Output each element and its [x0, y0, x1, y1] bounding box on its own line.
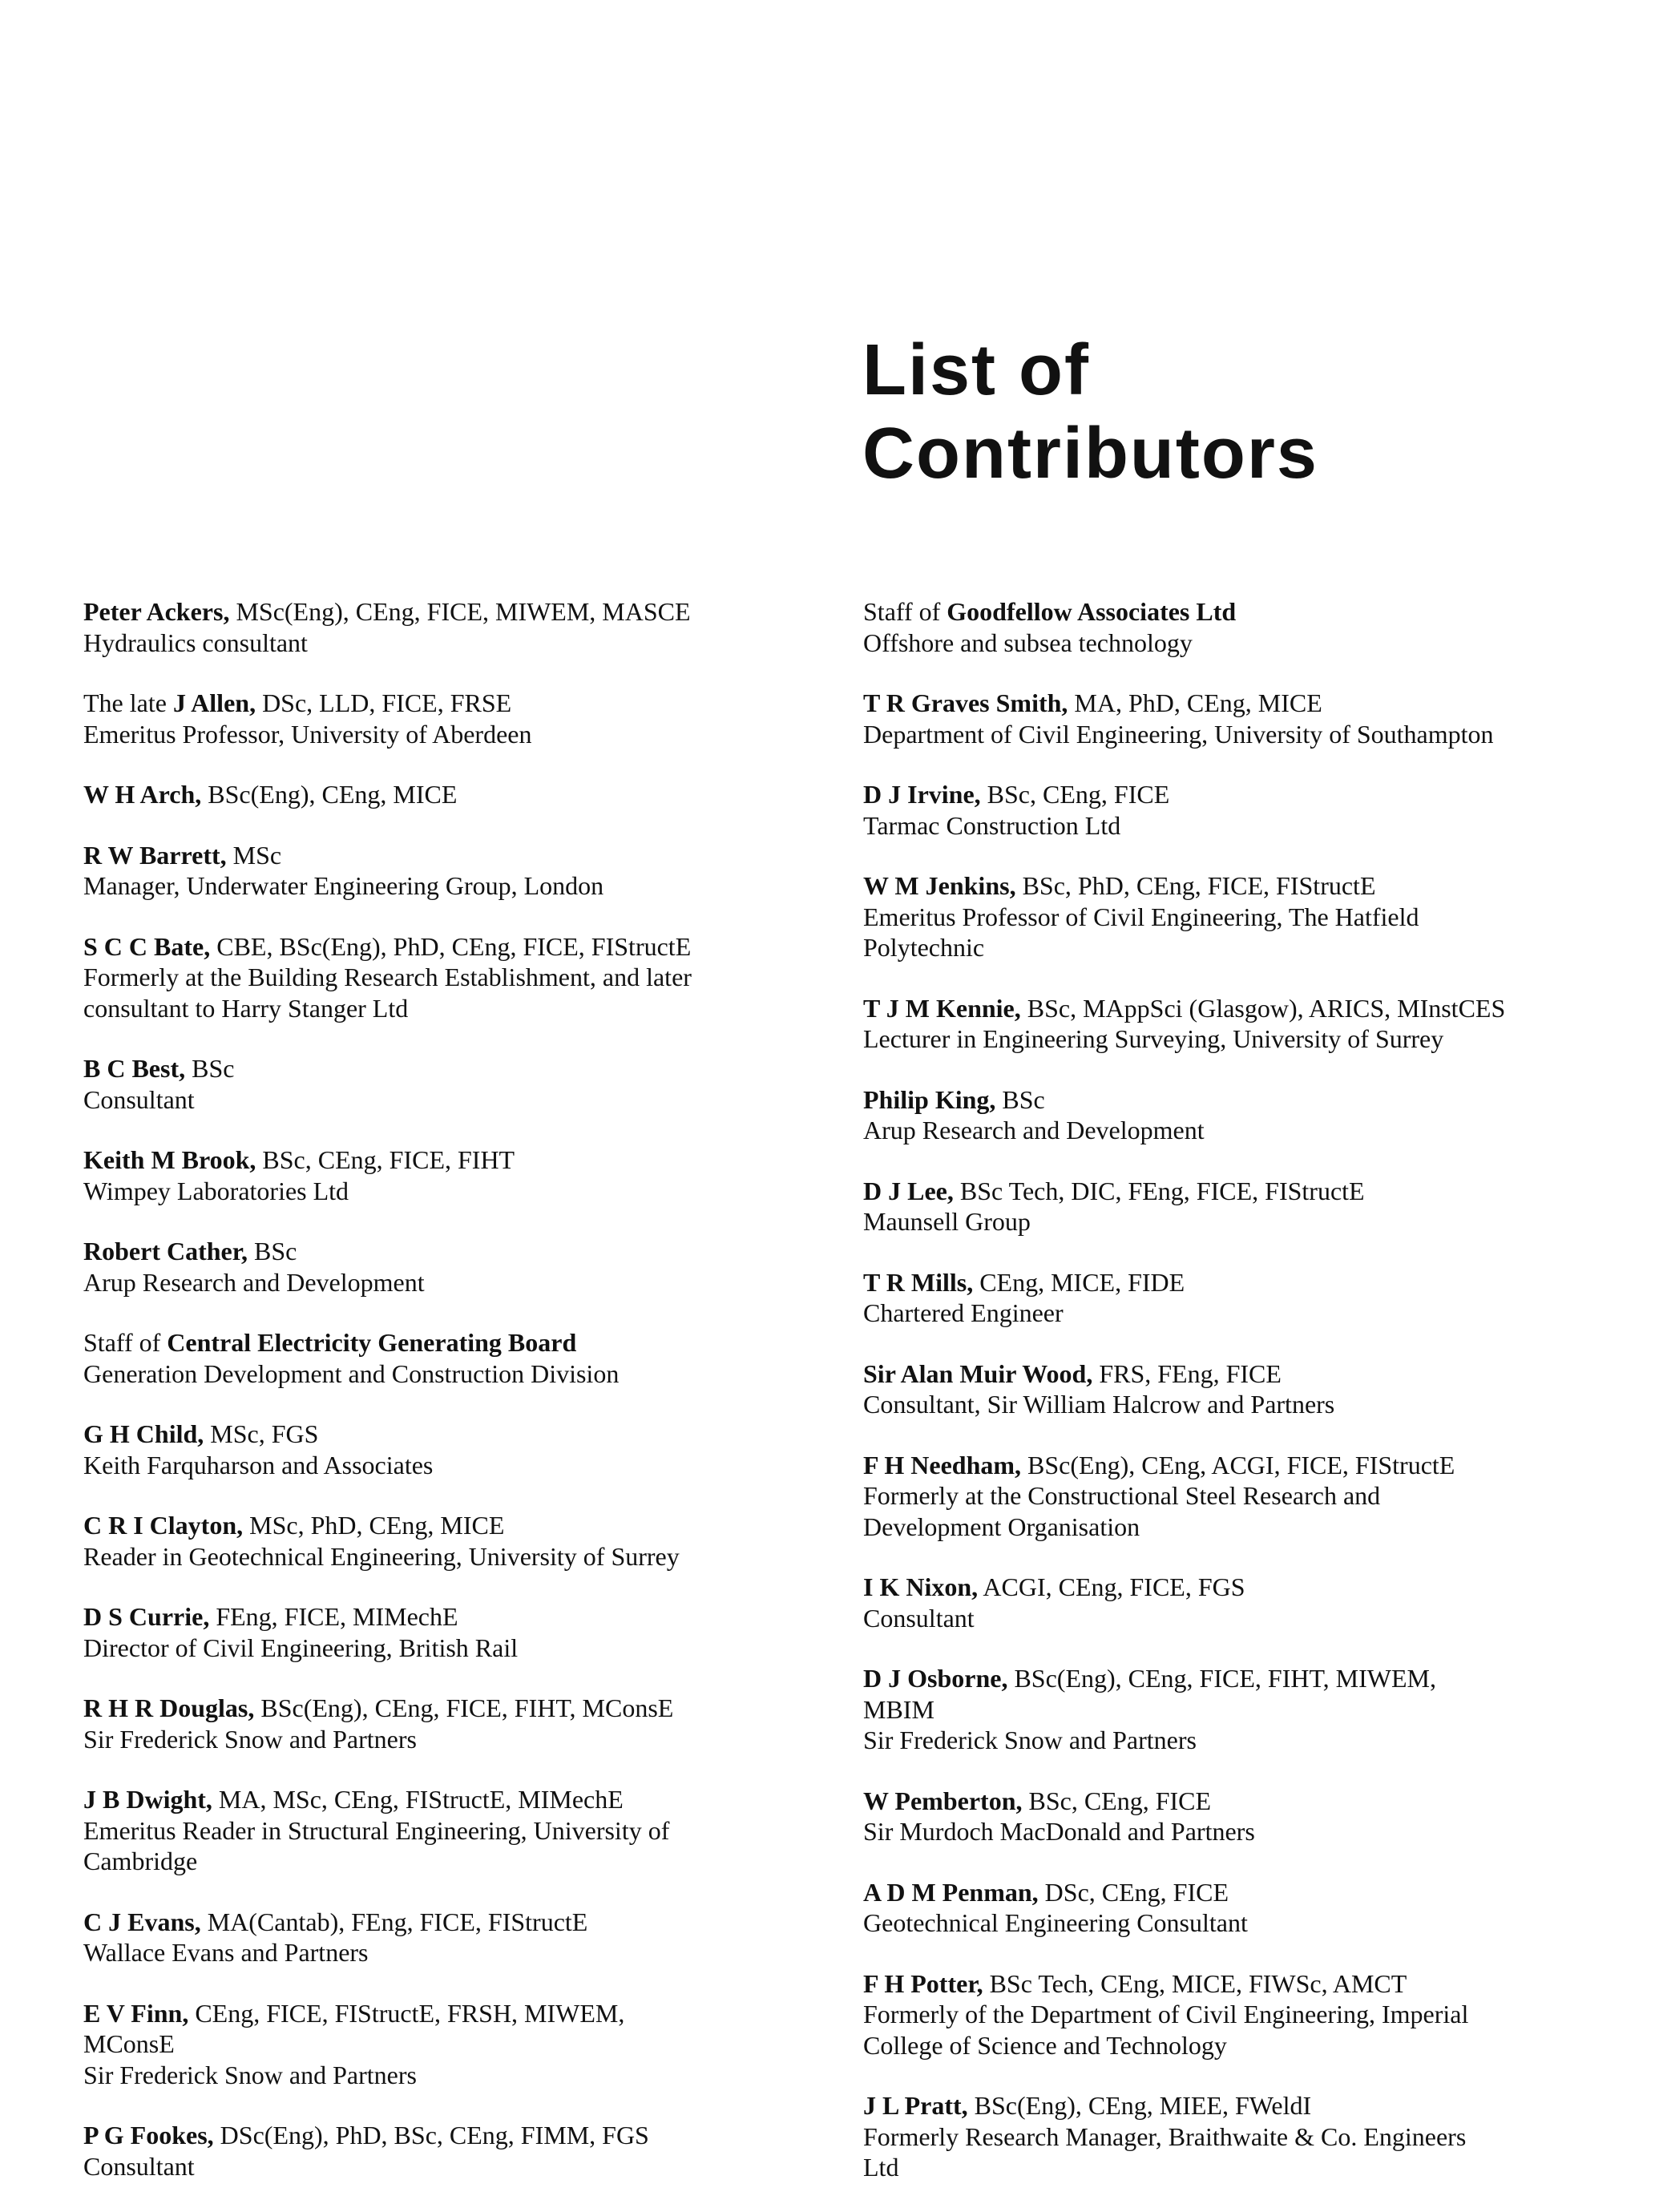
contributor-affiliation: Consultant [83, 2151, 195, 2181]
contributor-affiliation: Maunsell Group [863, 1207, 1031, 1236]
contributor-name: P G Fookes, [83, 2121, 214, 2149]
contributor-entry [83, 1601, 837, 1663]
contributor-qualifications: DSc(Eng), PhD, BSc, CEng, FIMM, FGS [213, 2121, 649, 2149]
contributor-name: F H Potter, [863, 1968, 983, 1998]
contributor-heading-line [83, 1144, 837, 1176]
contributor-affiliation: Wimpey Laboratories Ltd [83, 1176, 349, 1205]
contributor-name: J Allen, [172, 688, 256, 717]
contributor-entry [863, 870, 1600, 963]
contributor-entry [83, 779, 837, 810]
contributor-affiliation: Arup Research and Development [83, 1267, 425, 1297]
contributor-name: A D M Penman, [863, 1877, 1039, 1907]
contributor-name: I K Nixon, [863, 1572, 979, 1601]
contributor-heading-line [863, 2090, 1600, 2121]
contributor-heading-line [83, 1693, 837, 1724]
contributor-affiliation: Geotechnical Engineering Consultant [863, 1908, 1248, 1937]
contributor-affiliation: Consultant [863, 1603, 975, 1633]
contributor-name: R W Barrett, [83, 840, 227, 870]
contributor-entry [83, 596, 837, 658]
contributor-affiliation: consultant to Harry Stanger Ltd [83, 993, 409, 1023]
contributor-affiliation: Lecturer in Engineering Surveying, University of Surrey [863, 1024, 1444, 1053]
contributor-qualifications: BSc, CEng, FICE [1022, 1786, 1212, 1815]
contributor-name: D J Irvine, [863, 780, 981, 809]
contributor-qualifications: MA, PhD, CEng, MICE [1068, 688, 1322, 717]
contributor-affiliation: Emeritus Professor of Civil Engineering, The Hatfield [863, 902, 1419, 931]
contributor-entry [863, 1572, 1600, 1633]
contributor-entry [863, 596, 1600, 658]
contributor-affiliation: Sir Frederick Snow and Partners [863, 1726, 1197, 1754]
contributor-name: R H R Douglas, [83, 1693, 255, 1722]
contributor-qualifications: DSc, LLD, FICE, FRSE [256, 688, 512, 717]
contributor-heading-line [83, 688, 837, 719]
contributor-entry [863, 1267, 1600, 1329]
contributor-qualifications: MSc [226, 840, 282, 870]
contributor-heading-line [863, 1358, 1600, 1390]
contributor-heading-line [83, 596, 837, 628]
contributor-entry [863, 1084, 1600, 1146]
contributor-heading-line [863, 1267, 1600, 1298]
contributor-qualifications: MA, MSc, CEng, FIStructE, MIMechE [212, 1785, 624, 1814]
contributor-name: C J Evans, [83, 1907, 201, 1936]
contributor-entry [863, 1450, 1600, 1543]
page-title-line-2: Contributors [862, 414, 1318, 494]
contributor-name: T R Graves Smith, [863, 688, 1068, 717]
contributor-affiliation: Formerly Research Manager, Braithwaite & Co. Engineers [863, 2121, 1467, 2151]
contributor-heading-line [863, 1877, 1600, 1908]
contributor-name: Philip King, [863, 1084, 996, 1114]
contributor-heading-line [83, 1327, 837, 1358]
contributor-qualifications: CBE, BSc(Eng), PhD, CEng, FICE, FIStructE [210, 931, 692, 961]
contributor-heading-line [83, 1601, 837, 1633]
contributor-heading-line [83, 931, 837, 963]
contributor-heading-line [863, 993, 1600, 1024]
contributor-name: E V Finn, [83, 1998, 189, 2028]
contributor-entry [83, 1419, 837, 1480]
contributor-entry [83, 1327, 837, 1389]
contributor-prefix: Staff of [83, 1328, 168, 1357]
contributor-affiliation: Tarmac Construction Ltd [863, 810, 1121, 840]
contributor-affiliation: Sir Murdoch MacDonald and Partners [863, 1817, 1255, 1846]
contributor-name: D J Lee, [863, 1176, 954, 1205]
contributor-entry [863, 2090, 1600, 2183]
contributor-heading-line [83, 1053, 837, 1084]
contributor-heading-line [83, 2120, 837, 2151]
contributor-affiliation: Formerly at the Constructional Steel Research and [863, 1481, 1381, 1510]
contributor-qualifications: BSc, MAppSci (Glasgow), ARICS, MInstCES [1020, 993, 1506, 1023]
contributor-qualifications: FEng, FICE, MIMechE [209, 1602, 458, 1631]
contributor-affiliation: Emeritus Professor, University of Aberdeen [83, 719, 532, 749]
contributor-qualifications: FRS, FEng, FICE [1092, 1358, 1282, 1388]
contributor-name: T J M Kennie, [863, 993, 1021, 1023]
contributor-affiliation: Reader in Geotechnical Engineering, University of Surrey [83, 1541, 680, 1571]
contributor-entry [83, 688, 837, 749]
contributor-affiliation: Chartered Engineer [863, 1298, 1064, 1327]
contributors-right-column [863, 596, 1600, 2183]
contributor-heading-line [863, 779, 1600, 810]
contributor-qualifications: DSc, CEng, FICE [1038, 1877, 1229, 1907]
contributor-heading-line [83, 1236, 837, 1267]
contributor-heading-line [863, 688, 1600, 719]
contributor-entry [863, 993, 1600, 1055]
contributor-entry [863, 1358, 1600, 1420]
contributor-entry [83, 2120, 837, 2182]
contributor-heading-line [863, 1663, 1600, 1694]
contributor-affiliation: Keith Farquharson and Associates [83, 1450, 434, 1479]
contributor-affiliation: Cambridge [83, 1847, 198, 1875]
contributor-entry [83, 931, 837, 1024]
contributor-name: J L Pratt, [863, 2091, 968, 2120]
contributor-name: W M Jenkins, [863, 871, 1016, 900]
contributor-name: J B Dwight, [83, 1785, 212, 1814]
contributor-qualifications: BSc(Eng), CEng, FICE, FIHT, MConsE [254, 1693, 674, 1722]
contributor-affiliation: Manager, Underwater Engineering Group, London [83, 871, 604, 900]
contributor-heading-line [83, 779, 837, 810]
contributor-heading-line [83, 1510, 837, 1541]
contributor-affiliation: Sir Frederick Snow and Partners [83, 1724, 417, 1754]
contributor-qualifications: BSc(Eng), CEng, FICE, FIHT, MIWEM, [1007, 1664, 1436, 1693]
contributor-affiliation: Generation Development and Construction Division [83, 1358, 620, 1388]
contributor-name: Central Electricity Generating Board [167, 1328, 577, 1357]
contributor-entry [83, 1144, 837, 1206]
contributor-entry [83, 1693, 837, 1754]
contributor-heading-line [863, 1176, 1600, 1207]
contributors-left-column [83, 596, 837, 2182]
contributor-entry [863, 1877, 1600, 1939]
contributor-name: W H Arch, [83, 780, 202, 809]
contributor-affiliation: MBIM [863, 1694, 934, 1724]
contributor-entry [83, 1998, 837, 2091]
contributor-qualifications: MSc(Eng), CEng, FICE, MIWEM, MASCE [229, 597, 691, 626]
page-title-line-1: List of [862, 330, 1090, 410]
contributor-affiliation: MConsE [83, 2029, 175, 2058]
contributor-name: Goodfellow Associates Ltd [947, 597, 1237, 626]
contributor-heading-line [83, 1784, 837, 1815]
contributor-heading-line [863, 870, 1600, 902]
contributor-affiliation: Formerly at the Building Research Establishment, and later [83, 963, 692, 991]
contributor-affiliation: Emeritus Reader in Structural Engineering, University of [83, 1815, 670, 1845]
contributor-entry [863, 1176, 1600, 1237]
contributor-entry [83, 1053, 837, 1115]
contributor-name: Sir Alan Muir Wood, [863, 1358, 1093, 1388]
contributor-name: G H Child, [83, 1419, 204, 1448]
contributor-affiliation: Development Organisation [863, 1512, 1140, 1541]
contributor-qualifications: BSc, CEng, FICE, FIHT [256, 1145, 515, 1174]
contributor-heading-line [863, 1450, 1600, 1481]
contributor-name: B C Best, [83, 1054, 186, 1083]
contributor-name: D S Currie, [83, 1602, 210, 1631]
contributor-name: S C C Bate, [83, 931, 211, 961]
contributor-name: Keith M Brook, [83, 1145, 256, 1174]
contributor-name: D J Osborne, [863, 1664, 1008, 1693]
contributor-qualifications: BSc Tech, CEng, MICE, FIWSc, AMCT [983, 1968, 1407, 1998]
contributor-name: F H Needham, [863, 1450, 1022, 1479]
contributor-heading-line [863, 1968, 1600, 2000]
contributor-qualifications: BSc [248, 1237, 297, 1265]
contributor-entry [83, 1784, 837, 1877]
contributor-heading-line [83, 1998, 837, 2029]
contributor-entry [83, 1510, 837, 1572]
contributor-name: T R Mills, [863, 1267, 974, 1297]
contributor-qualifications: BSc, PhD, CEng, FICE, FIStructE [1015, 871, 1376, 900]
contributor-qualifications: CEng, MICE, FIDE [973, 1267, 1185, 1297]
contributor-affiliation: Arup Research and Development [863, 1116, 1205, 1144]
contributor-name: W Pemberton, [863, 1786, 1023, 1815]
contributor-qualifications: BSc(Eng), CEng, MICE [201, 780, 458, 809]
contributor-affiliation: Polytechnic [863, 933, 985, 962]
contributor-name: Peter Ackers, [83, 597, 230, 626]
contributor-heading-line [83, 840, 837, 871]
contributor-heading-line [863, 1786, 1600, 1817]
contributor-heading-line [863, 596, 1600, 628]
contributor-qualifications: BSc(Eng), CEng, MIEE, FWeldI [967, 2091, 1312, 2120]
contributor-affiliation: Sir Frederick Snow and Partners [83, 2060, 417, 2089]
contributor-entry [83, 840, 837, 902]
contributor-heading-line [863, 1572, 1600, 1603]
contributor-entry [83, 1236, 837, 1298]
contributor-qualifications: ACGI, CEng, FICE, FGS [978, 1572, 1245, 1601]
contributor-qualifications: BSc, CEng, FICE [980, 780, 1170, 809]
contributor-entry [863, 1968, 1600, 2061]
contributor-affiliation: Director of Civil Engineering, British Rail [83, 1633, 519, 1662]
contributor-qualifications: BSc(Eng), CEng, ACGI, FICE, FIStructE [1021, 1450, 1455, 1479]
contributor-entry [863, 779, 1600, 841]
contributor-qualifications: BSc Tech, DIC, FEng, FICE, FIStructE [953, 1176, 1365, 1205]
contributor-qualifications: CEng, FICE, FIStructE, FRSH, MIWEM, [188, 1998, 625, 2028]
contributor-entry [863, 1663, 1600, 1756]
contributor-entry [863, 1786, 1600, 1847]
contributor-heading-line [83, 1907, 837, 1938]
contributor-prefix: The late [83, 688, 173, 717]
contributor-affiliation: Consultant, Sir William Halcrow and Partners [863, 1390, 1335, 1419]
contributor-name: C R I Clayton, [83, 1511, 244, 1540]
contributor-entry [83, 1907, 837, 1968]
contributor-entry [863, 688, 1600, 749]
contributor-qualifications: MSc, FGS [204, 1419, 319, 1448]
contributor-heading-line [863, 1084, 1600, 1116]
contributor-affiliation: Ltd [863, 2153, 899, 2182]
contributor-qualifications: BSc [185, 1054, 235, 1083]
contributor-affiliation: Department of Civil Engineering, University of Southampton [863, 719, 1494, 749]
contributor-heading-line [83, 1419, 837, 1450]
contributor-qualifications: BSc [995, 1084, 1045, 1114]
contributor-affiliation: Consultant [83, 1084, 195, 1114]
contributor-name: Robert Cather, [83, 1237, 248, 1265]
contributor-affiliation: Hydraulics consultant [83, 628, 308, 657]
contributor-prefix: Staff of [863, 597, 947, 626]
contributor-affiliation: Offshore and subsea technology [863, 628, 1193, 657]
contributor-affiliation: Formerly of the Department of Civil Engineering, Imperial [863, 2000, 1469, 2028]
contributor-qualifications: MSc, PhD, CEng, MICE [243, 1511, 505, 1540]
page-title [862, 329, 1318, 495]
contributor-qualifications: MA(Cantab), FEng, FICE, FIStructE [200, 1907, 588, 1936]
contributor-affiliation: Wallace Evans and Partners [83, 1938, 369, 1967]
contributor-affiliation: College of Science and Technology [863, 2030, 1227, 2060]
